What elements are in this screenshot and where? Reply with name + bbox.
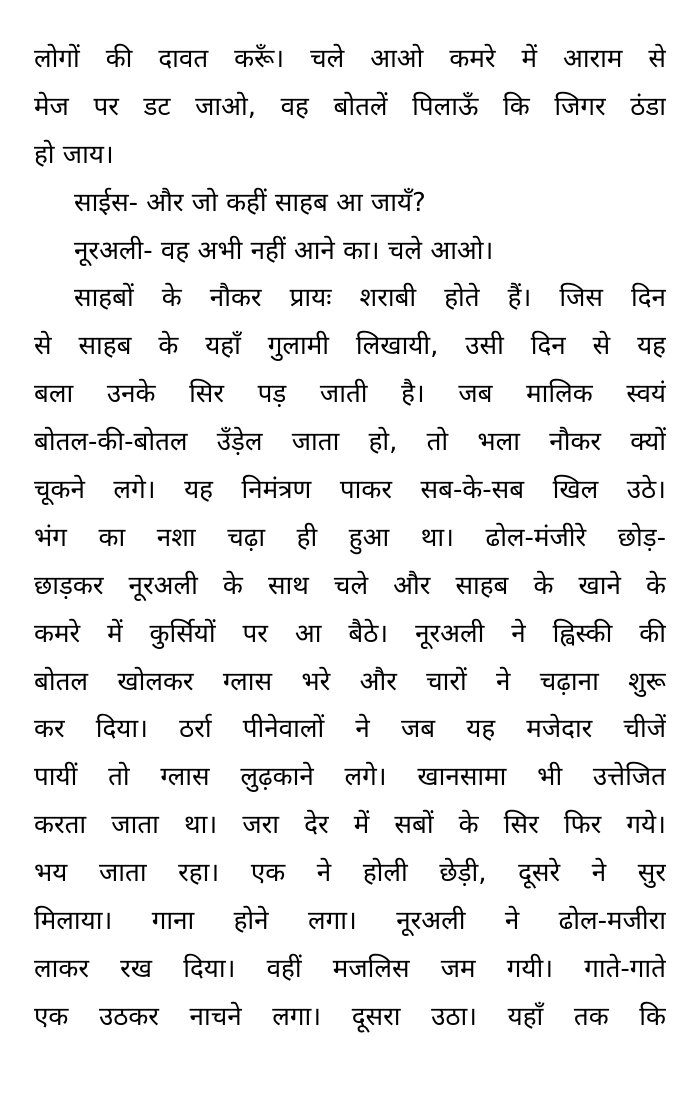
text-line: एक उठकर नाचने लगा। दूसरा उठा। यहाँ तक कि xyxy=(34,1001,666,1032)
text-line: लाकर रख दिया। वहीं मजलिस जम गयी। गाते-गाते xyxy=(34,953,666,984)
text-line: कमरे में कुर्सियों पर आ बैठे। नूरअली ने ह्विस्की की xyxy=(34,618,666,649)
text-line: लोगों की दावत करूँ। चले आओ कमरे में आराम से xyxy=(34,44,666,74)
text-line: छाड़कर नूरअली के साथ चले और साहब के खाने के xyxy=(34,570,666,601)
text-line: चूकने लगे। यह निमंत्रण पाकर सब-के-सब खिल उठे। xyxy=(34,475,666,506)
text-line: बला उनके सिर पड़ जाती है। जब मालिक स्वयं xyxy=(34,379,666,410)
text-line: भंग का नशा चढ़ा ही हुआ था। ढोल-मंजीरे छोड़- xyxy=(34,522,666,553)
text-line: करता जाता था। जरा देर में सबों के सिर फिर गये। xyxy=(34,810,666,841)
text-line: से साहब के यहाँ गुलामी लिखायी, उसी दिन से यह xyxy=(34,331,666,362)
story-text-block xyxy=(34,36,666,1042)
text-line: नूरअली- वह अभी नहीं आने का। चले आओ। xyxy=(74,235,494,266)
text-line: कर दिया। ठर्रा पीनेवालों ने जब यह मजेदार चीजें xyxy=(34,714,666,745)
text-line: बोतल-की-बोतल उँड़ेल जाता हो, तो भला नौकर क्यों xyxy=(34,427,666,458)
text-line: भय जाता रहा। एक ने होली छेड़ी, दूसरे ने सुर xyxy=(34,858,666,889)
text-line: साईस- और जो कहीं साहब आ जायँ? xyxy=(74,187,426,218)
text-line: मेज पर डट जाओ, वह बोतलें पिलाऊँ कि जिगर ठंडा xyxy=(34,91,666,122)
text-line: हो जाय। xyxy=(34,139,114,170)
text-line: साहबों के नौकर प्रायः शराबी होते हैं। जिस दिन xyxy=(74,283,666,314)
text-line: बोतल खोलकर ग्लास भरे और चारों ने चढ़ाना शुरू xyxy=(34,666,666,697)
text-line: पायीं तो ग्लास लुढ़काने लगे। खानसामा भी उत्तेजित xyxy=(34,762,666,793)
text-line: मिलाया। गाना होने लगा। नूरअली ने ढोल-मजीरा xyxy=(34,906,666,937)
